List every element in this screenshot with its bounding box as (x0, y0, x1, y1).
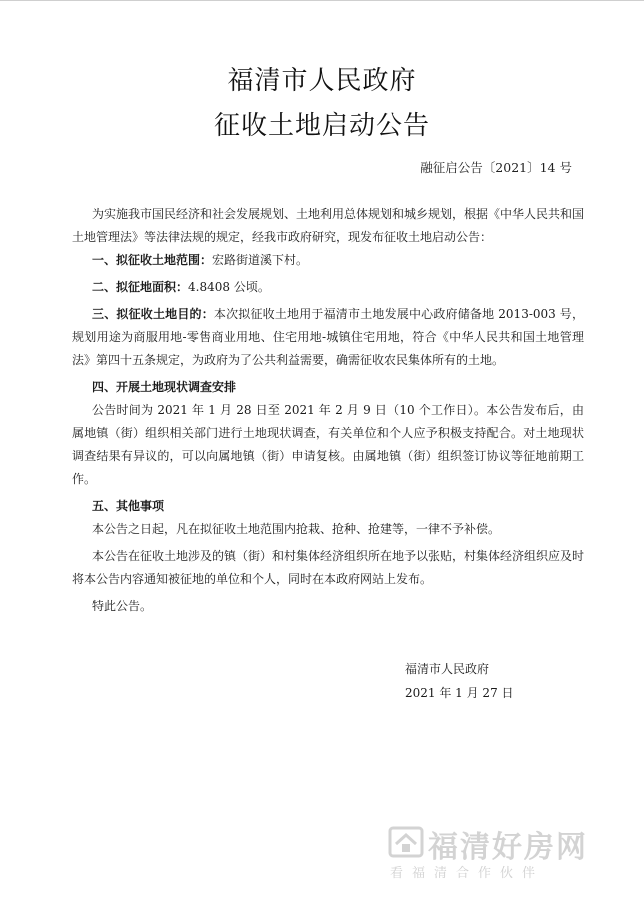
watermark-main-text: 福清好房网 (428, 830, 588, 865)
section-4-text: 公告时间为 2021 年 1 月 28 日至 2021 年 2 月 9 日（10 个工作日）。本公告发布后，由属地镇（街）组织相关部门进行土地现状调查，有关单位和个人应予积极支持配合。对土地现状调查结果有异议的，可以向属地镇（街）申请复核。由属地镇（街）组织签订协议等征地前期工作。 (72, 403, 584, 486)
section-5-text-2: 本公告在征收土地涉及的镇（街）和村集体经济组织所在地予以张贴，村集体经济组织应及时将本公告内容通知被征地的单位和个人，同时在本政府网站上发布。 (72, 549, 585, 586)
signature-date: 2021 年 1 月 27 日 (405, 686, 514, 700)
section-5-heading: 五、其他事项 (92, 499, 165, 513)
announcement-body (72, 203, 584, 618)
signature-org: 福清市人民政府 (405, 662, 490, 676)
intro-paragraph: 为实施我市国民经济和社会发展规划、土地利用总体规划和城乡规划，根据《中华人民共和国土地管理法》等法律法规的规定，经我市政府研究，现发布征收土地启动公告： (72, 207, 585, 244)
section-5-heading-line (72, 495, 584, 518)
section-1 (72, 249, 584, 272)
page-title-line1: 福清市人民政府 (227, 66, 417, 96)
watermark-sub-text: 看福清合作伙伴 (390, 866, 545, 881)
closing-line: 特此公告。 (92, 599, 153, 613)
document-number: 融征启公告〔2021〕14 号 (420, 160, 572, 175)
page-title-line2: 征收土地启动公告 (213, 111, 430, 141)
section-2 (72, 276, 584, 299)
section-2-heading: 二、拟征地面积： (92, 280, 189, 294)
section-4-heading-line (72, 376, 584, 399)
section-2-text: 4.8408 公顷。 (188, 280, 270, 294)
section-1-text: 宏路街道溪下村。 (212, 253, 309, 267)
section-1-heading: 一、拟征收土地范围： (92, 253, 213, 267)
section-4-heading: 四、开展土地现状调查安排 (92, 380, 237, 394)
section-5-text-1: 本公告之日起，凡在拟征收土地范围内抢栽、抢种、抢建等，一律不予补偿。 (92, 522, 501, 536)
section-3-heading: 三、拟征收土地目的： (92, 307, 214, 321)
house-logo-icon (388, 824, 424, 858)
section-3 (72, 303, 584, 372)
watermark (388, 822, 613, 884)
page-top-border (0, 0, 644, 1)
section-3-text: 本次拟征收土地用于福清市土地发展中心政府储备地 2013-003 号，规划用途为商服用地-零售商业用地、住宅用地-城镇住宅用地，符合《中华人民共和国土地管理法》第四十五条规定，为政府为了公共利益需要，确需征收农民集体所有的土地。 (72, 307, 584, 367)
